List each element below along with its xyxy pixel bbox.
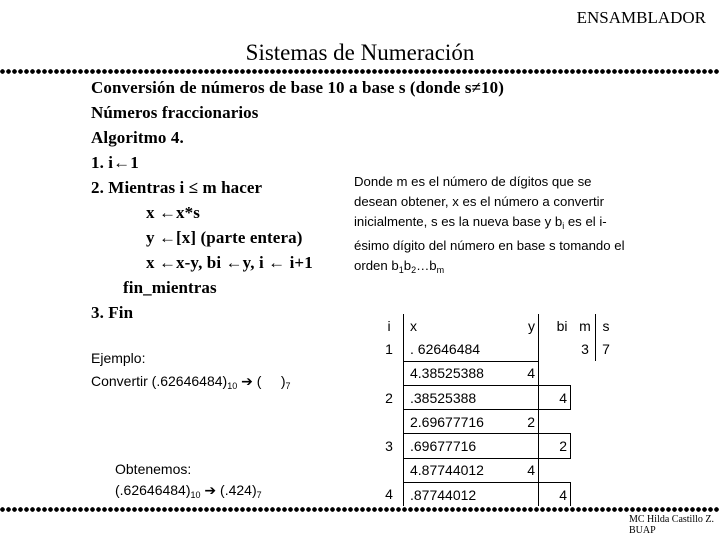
algorithm-subheading: Números fraccionarios: [91, 103, 259, 122]
dotted-rule-top: [0, 69, 720, 74]
result-label: Obtenemos:: [115, 461, 192, 477]
note-b2: b: [403, 258, 412, 273]
cell-i: [375, 410, 404, 434]
cell-x: 4.38525388: [404, 361, 507, 385]
example-result: [115, 482, 262, 500]
cell-x: .69677716: [404, 434, 507, 458]
convert-base: 10: [227, 381, 238, 391]
table-row: [375, 410, 616, 434]
note-sub-1: 1: [398, 265, 404, 275]
page-title: Sistemas de Numeración: [245, 40, 475, 65]
algorithm-step-2c: x ←x-y, bi ←y, i ← i+1: [146, 253, 313, 272]
cell-x: .38525388: [404, 385, 507, 409]
note-text-2: es el i-ésimo dígito del número en base s tomando el orden b: [354, 214, 625, 273]
header-m: m: [575, 314, 596, 337]
example-label: Ejemplo:: [91, 350, 146, 366]
header-i: i: [375, 314, 404, 337]
note-text-1: Donde m es el número de dígitos que se desean obtener, x es el número a convertir inicialmente, s es la nueva base y b: [354, 174, 604, 229]
cell-i: 1: [375, 337, 404, 361]
cell-bi: [539, 458, 571, 482]
variable-description: [354, 172, 629, 280]
note-sub-i: i: [562, 221, 565, 231]
algorithm-step-3: 3. Fin: [91, 303, 134, 322]
header-y: y: [506, 314, 539, 337]
cell-x: 2.69677716: [404, 410, 507, 434]
note-dots: …b: [416, 258, 437, 273]
table-row: [375, 458, 616, 482]
convert-target-base: 7: [285, 381, 291, 391]
cell-y: 4: [506, 361, 539, 385]
algorithm-name: Algoritmo 4.: [91, 128, 184, 147]
cell-i: 4: [375, 483, 404, 507]
convert-target: ( ): [252, 373, 286, 389]
cell-bi: [539, 337, 571, 361]
cell-y: [506, 483, 539, 507]
author-name: MC Hilda Castillo Z.: [629, 514, 714, 525]
author-credit: [629, 514, 714, 536]
header-bi: bi: [556, 317, 568, 334]
table-row: [375, 434, 616, 458]
dotted-rule-bottom: [0, 507, 720, 512]
convert-number: Convertir (.62646484): [91, 373, 228, 389]
table-row: [375, 337, 616, 361]
header-s: s: [602, 317, 610, 334]
cell-bi: 2: [539, 434, 571, 458]
algorithm-end-loop: fin_mientras: [123, 278, 217, 297]
cell-bi: 4: [539, 483, 571, 507]
note-sub-m: m: [436, 265, 445, 275]
cell-m: 3: [575, 337, 596, 361]
cell-y: [506, 434, 539, 458]
arrow-icon: ➔: [204, 483, 217, 499]
algorithm-heading: Conversión de números de base 10 a base s (donde s≠10): [91, 78, 505, 97]
algorithm-step-2a: x ←x*s: [146, 203, 200, 222]
cell-bi: 4: [539, 385, 571, 409]
algorithm-step-2b: y ←[x] (parte entera): [146, 228, 303, 247]
header-label: ENSAMBLADOR: [576, 8, 706, 27]
cell-i: [375, 361, 404, 385]
result-base: 10: [190, 490, 201, 500]
result-value: (.424): [216, 482, 257, 498]
cell-x: 4.87744012: [404, 458, 507, 482]
cell-y: [506, 385, 539, 409]
cell-x: .87744012: [404, 483, 507, 507]
algorithm-step-2: 2. Mientras i ≤ m hacer: [91, 178, 263, 197]
result-number: (.62646484): [115, 482, 191, 498]
cell-i: 3: [375, 434, 404, 458]
cell-y: 4: [506, 458, 539, 482]
cell-s: 7: [602, 341, 610, 358]
table-row: [375, 361, 616, 385]
algorithm-step-1: 1. i←1: [91, 153, 139, 172]
cell-x: . 62646484: [410, 340, 481, 357]
cell-y: [506, 337, 539, 361]
conversion-table: [375, 314, 616, 506]
cell-i: 2: [375, 385, 404, 409]
cell-bi: [539, 361, 571, 385]
author-institution: BUAP: [629, 525, 656, 536]
cell-y: 2: [506, 410, 539, 434]
note-sub-2: 2: [411, 265, 417, 275]
table-row: [375, 385, 616, 409]
table-row: [375, 483, 616, 507]
table-header-row: [375, 314, 616, 337]
header-x: x: [410, 317, 417, 334]
result-value-base: 7: [256, 490, 262, 500]
cell-bi: [539, 410, 571, 434]
cell-i: [375, 458, 404, 482]
example-convert: [91, 373, 291, 391]
arrow-icon: ➔: [241, 374, 253, 390]
